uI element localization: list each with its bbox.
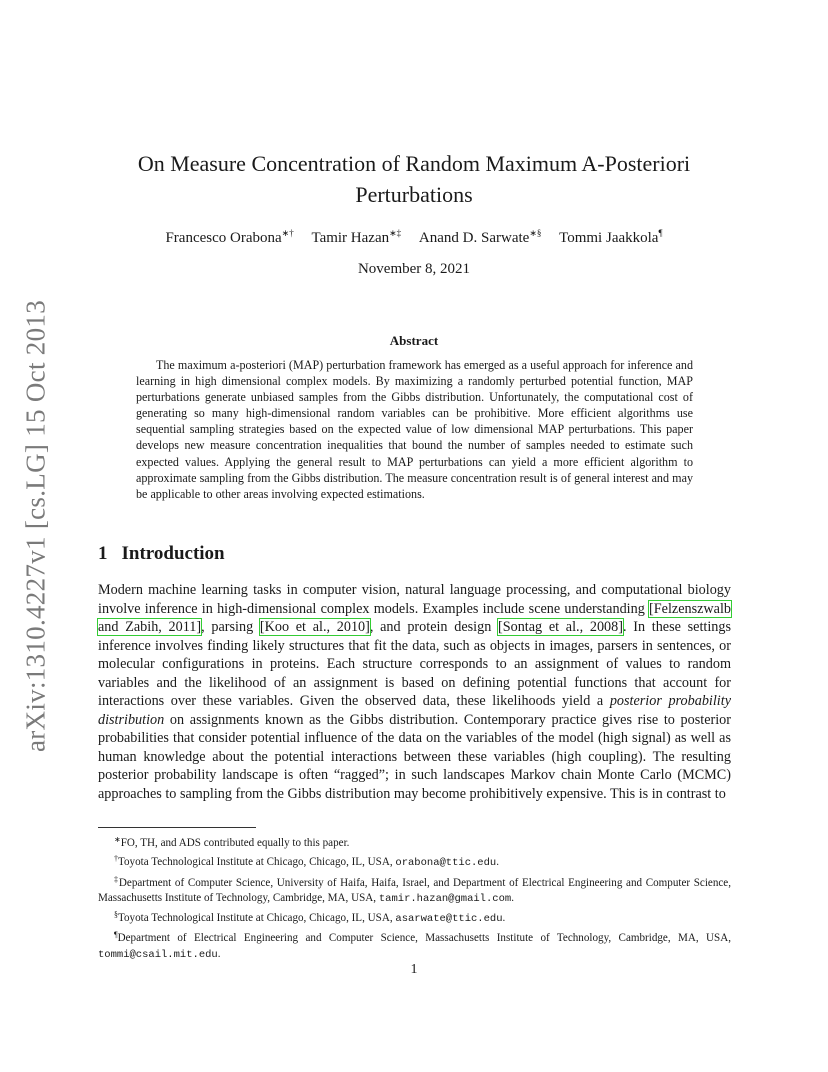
- author-list: [100, 228, 728, 247]
- author-name: Francesco Orabona: [165, 230, 282, 246]
- author-2: [311, 230, 401, 246]
- email-link[interactable]: orabona@ttic.edu: [395, 857, 497, 870]
- emphasized-term: posterior probability distribution: [98, 693, 731, 728]
- footnote-text: FO, TH, and ADS contributed equally to this paper.: [120, 837, 350, 849]
- footnote: ‡Department of Computer Science, University of Haifa, Haifa, Israel, and Department of Electrical Engineering and Computer Science, Massachusetts Institute of Technology, Cambridge, MA, USA, tamir.hazan@gmail.com.: [98, 874, 731, 905]
- footnote-mark: ¶: [114, 930, 118, 940]
- paper-date: November 8, 2021: [357, 261, 471, 277]
- footnote-rule: [98, 827, 256, 828]
- footnote-text: Toyota Technological Institute at Chicago, Chicago, IL, USA,: [118, 856, 396, 869]
- arxiv-stamp: arXiv:1310.4227v1 [cs.LG] 15 Oct 2013: [20, 299, 51, 753]
- paper-title: On Measure Concentration of Random Maximum A-Posteriori Perturbations: [137, 151, 691, 207]
- author-4: [559, 230, 662, 246]
- abstract-text: The maximum a-posteriori (MAP) perturbation framework has emerged as a useful approach for inference and learning in high dimensional complex models. By maximizing a randomly perturbed potential function, MAP perturbations generate unbiased samples from the Gibbs distribution. Unfortunately, the computational cost of generating so many high-dimensional random variables can be prohibitive. More efficient algorithms use sequential sampling strategies based on the expected value of low dimensional MAP perturbations. This paper develops new measure concentration inequalities that bound the number of samples needed to estimate such expected values. Applying the general result to MAP perturbations can yield a more efficient algorithm to approximate sampling from the Gibbs distribution. The measure concentration result is of general interest and may be applicable to other areas involving expected estimations.: [136, 358, 693, 501]
- intro-text: Modern machine learning tasks in computer vision, natural language processing, and computational biology involve inference in high-dimensional complex models. Examples include scene understanding: [98, 582, 731, 617]
- author-3: [419, 230, 541, 246]
- section-title: Introduction: [121, 543, 225, 564]
- author-marks: ∗†: [281, 228, 294, 238]
- footnote: [98, 832, 731, 851]
- intro-paragraph: [98, 581, 731, 803]
- author-marks: ∗§: [529, 228, 542, 238]
- footnote: †Toyota Technological Institute at Chicago, Chicago, IL, USA, orabona@ttic.edu.: [114, 854, 499, 870]
- intro-text: on assignments known as the Gibbs distribution. Contemporary practice gives rise to posterior probabilities that consider potential influence of the data on the variables of the model (high signal) as well as human knowledge about the potential interactions between these variables (high coupling). The resulting posterior probability landscape is often “ragged”; in such landscapes Markov chain Monte Carlo (MCMC) approaches to sampling from the Gibbs distribution may become prohibitively expensive. This is in contrast to: [98, 711, 731, 802]
- footnote-text: Department of Computer Science, University of Haifa, Haifa, Israel, and Department of Electrical Engineering and Computer Science, Massachusetts Institute of Technology, Cambridge, MA, USA,: [98, 876, 731, 904]
- footnote-text: Toyota Technological Institute at Chicago, Chicago, IL, USA,: [118, 912, 396, 925]
- author-marks: ∗‡: [389, 228, 402, 238]
- footnote: §Toyota Technological Institute at Chicago, Chicago, IL, USA, asarwate@ttic.edu.: [114, 910, 506, 926]
- author-1: [165, 230, 293, 246]
- author-marks: ¶: [658, 228, 663, 238]
- intro-text: , and protein design: [369, 619, 498, 635]
- email-link[interactable]: tamir.hazan@gmail.com: [378, 892, 512, 905]
- footnote-mark: §: [114, 910, 118, 920]
- author-name: Anand D. Sarwate: [418, 230, 530, 246]
- section-number: 1: [98, 543, 108, 564]
- footnote: ¶Department of Electrical Engineering and Computer Science, Massachusetts Institute of Technology, Cambridge, MA, USA, tommi@csail.mit.edu.: [98, 930, 731, 961]
- citation-link[interactable]: [Felzenszwalb and Zabih, 2011]: [98, 600, 731, 635]
- email-link[interactable]: asarwate@ttic.edu: [395, 913, 503, 926]
- citation-link[interactable]: [Sontag et al., 2008]: [498, 619, 623, 635]
- page-number: 1: [410, 962, 418, 977]
- citation-link[interactable]: [Koo et al., 2010]: [259, 619, 370, 635]
- author-name: Tamir Hazan: [311, 230, 390, 246]
- abstract-heading: Abstract: [389, 333, 439, 348]
- footnotes: [98, 832, 731, 963]
- author-name: Tommi Jaakkola: [559, 230, 659, 246]
- intro-text: . In these settings inference involves finding likely structures that fit the data, such as objects in images, parsers in sentences, or molecular configurations in proteins. Each structure corresponds to an assignment of values to random variables and the likelihood of an assignment is based on defining potential functions that account for interactions over these variables. Given the observed data, these likelihoods yield a: [98, 619, 731, 709]
- section-heading: [98, 543, 225, 565]
- footnote-text: Department of Electrical Engineering and Computer Science, Massachusetts Institute of Technology, Cambridge, MA, USA,: [117, 932, 731, 945]
- footnote-mark: †: [114, 854, 118, 864]
- intro-text: , parsing: [201, 619, 260, 635]
- footnote-mark: ‡: [114, 874, 119, 884]
- footnote-mark: ∗: [114, 835, 121, 844]
- email-link[interactable]: tommi@csail.mit.edu: [98, 948, 218, 961]
